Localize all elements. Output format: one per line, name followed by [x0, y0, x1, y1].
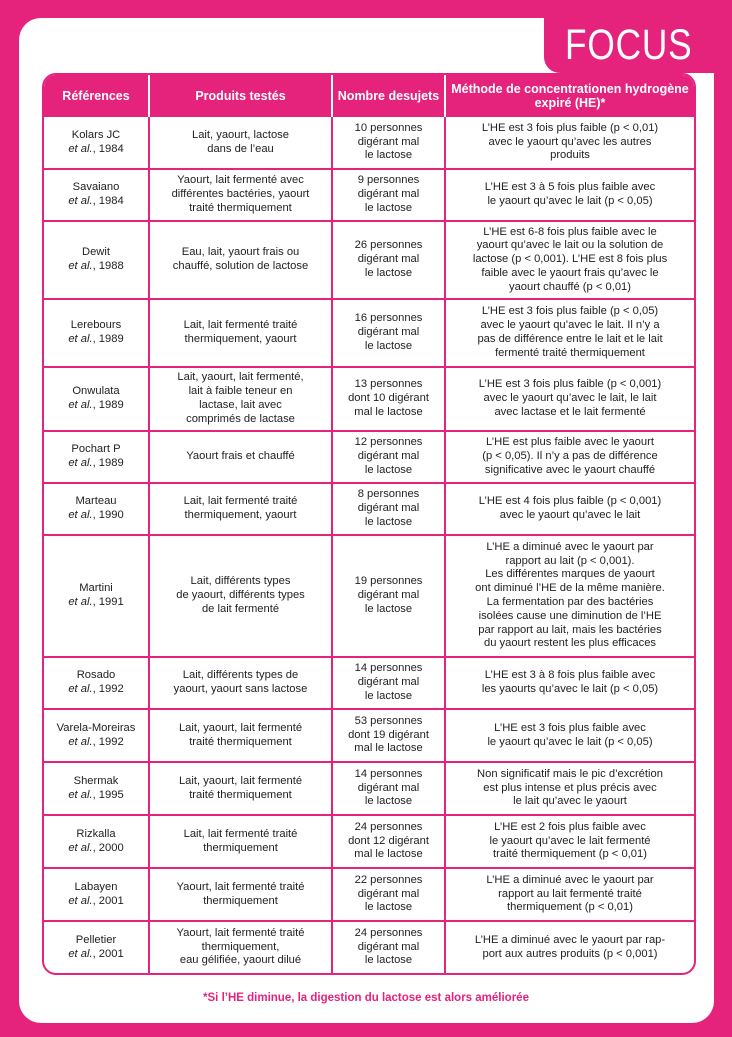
cell-products: Lait, yaourt, lait fermenté, lait à faible teneur en lactase, lait avec comprimés de lactase: [149, 367, 332, 431]
cell-products: Lait, yaourt, lactose dans de l’eau: [149, 117, 332, 169]
header-products: Produits testés: [149, 75, 332, 117]
cell-method: L’HE est 3 à 8 fois plus faible avec les yaourts qu’avec le lait (p < 0,05): [445, 657, 694, 709]
cell-reference: Shermak et al., 1995: [44, 762, 149, 815]
cell-subjects: 8 personnes digérant mal le lactose: [332, 483, 445, 535]
table-row: [44, 169, 694, 221]
cell-products: Eau, lait, yaourt frais ou chauffé, solution de lactose: [149, 221, 332, 299]
cell-method: L’HE est plus faible avec le yaourt (p < 0,05). Il n’y a pas de différence significative avec le yaourt chauffé: [445, 431, 694, 483]
cell-subjects: 53 personnes dont 19 digérant mal le lactose: [332, 709, 445, 762]
table-row: [44, 709, 694, 762]
table-body: [44, 117, 694, 973]
cell-reference: Pelletier et al., 2001: [44, 921, 149, 973]
cell-products: Yaourt, lait fermenté avec différentes bactéries, yaourt traité thermiquement: [149, 169, 332, 221]
cell-products: Lait, lait fermenté traité thermiquement: [149, 815, 332, 868]
cell-subjects: 14 personnes digérant mal le lactose: [332, 657, 445, 709]
header-references: Références: [44, 75, 149, 117]
cell-method: L’HE a diminué avec le yaourt par rap- port aux autres produits (p < 0,001): [445, 921, 694, 973]
cell-method: L’HE est 6-8 fois plus faible avec le yaourt qu’avec le lait ou la solution de lactose (p < 0,001). L’HE est 8 fois plus faible avec le yaourt frais qu’avec le yaourt chauffé (p < 0,01): [445, 221, 694, 299]
table-row: [44, 815, 694, 868]
cell-method: L’HE est 3 fois plus faible (p < 0,01) avec le yaourt qu’avec les autres produits: [481, 121, 659, 162]
cell-reference: Labayen et al., 2001: [44, 868, 149, 921]
cell-products: Lait, yaourt, lait fermenté traité thermiquement: [149, 709, 332, 762]
cell-method: L’HE a diminué avec le yaourt par rapport au lait fermenté traité thermiquement (p < 0,01): [445, 868, 694, 921]
cell-products: Lait, lait fermenté traité thermiquement, yaourt: [149, 299, 332, 367]
cell-products: Yaourt, lait fermenté traité thermiquement, eau gélifiée, yaourt dilué: [149, 921, 332, 973]
cell-products: Lait, yaourt, lait fermenté traité thermiquement: [149, 762, 332, 815]
cell-reference: Martini et al., 1991: [44, 535, 149, 657]
table-row: [44, 921, 694, 973]
studies-table: [42, 73, 696, 975]
header-method: Méthode de concentrationen hydrogène expiré (HE)*: [445, 75, 694, 117]
cell-products: Lait, différents types de yaourt, différents types de lait fermenté: [149, 535, 332, 657]
table-row: [44, 535, 694, 657]
cell-subjects: 14 personnes digérant mal le lactose: [332, 762, 445, 815]
cell-method: L’HE est 2 fois plus faible avec le yaourt qu’avec le lait fermenté traité thermiquement (p < 0,01): [445, 815, 694, 868]
cell-subjects: 13 personnes dont 10 digérant mal le lactose: [332, 367, 445, 431]
cell-method: L’HE est 3 fois plus faible avec le yaourt qu’avec le lait (p < 0,05): [445, 709, 694, 762]
cell-reference: Kolars JC et al., 1984: [44, 117, 149, 169]
cell-reference: Varela-Moreiras et al., 1992: [44, 709, 149, 762]
cell-products: Lait, lait fermenté traité thermiquement, yaourt: [149, 483, 332, 535]
table-row: [44, 657, 694, 709]
cell-method: L’HE est 3 fois plus faible (p < 0,05) avec le yaourt qu’avec le lait. Il n’y a pas de différence entre le lait et le lait fermenté traité thermiquement: [445, 299, 694, 367]
header-subjects: Nombre desujets: [332, 75, 445, 117]
cell-subjects: 22 personnes digérant mal le lactose: [332, 868, 445, 921]
cell-reference: Savaiano et al., 1984: [44, 169, 149, 221]
cell-reference: Rosado et al., 1992: [44, 657, 149, 709]
table-row: [44, 762, 694, 815]
table-row: [44, 299, 694, 367]
table-header-row: [44, 75, 694, 117]
focus-banner: [544, 18, 714, 73]
cell-subjects: 16 personnes digérant mal le lactose: [332, 299, 445, 367]
cell-reference: Lerebours et al., 1989: [44, 299, 149, 367]
cell-subjects: 10 personnes digérant mal le lactose: [332, 117, 445, 169]
cell-reference: Rizkalla et al., 2000: [44, 815, 149, 868]
cell-products: Yaourt, lait fermenté traité thermiquement: [149, 868, 332, 921]
cell-products: Yaourt frais et chauffé: [149, 431, 332, 483]
cell-reference: Marteau et al., 1990: [44, 483, 149, 535]
table-row: [44, 431, 694, 483]
cell-method: L’HE est 4 fois plus faible (p < 0,001) avec le yaourt qu’avec le lait: [445, 483, 694, 535]
cell-reference: Dewit et al., 1988: [44, 221, 149, 299]
cell-method: L’HE est 3 à 5 fois plus faible avec le yaourt qu’avec le lait (p < 0,05): [445, 169, 694, 221]
table-row: [44, 367, 694, 431]
table-row: [44, 117, 694, 169]
cell-method: L’HE est 3 fois plus faible (p < 0,001) avec le yaourt qu’avec le lait, le lait avec lactase et le lait fermenté: [445, 367, 694, 431]
cell-method: Non significatif mais le pic d’excrétion est plus intense et plus précis avec le lait qu’avec le yaourt: [445, 762, 694, 815]
cell-subjects: 26 personnes digérant mal le lactose: [332, 221, 445, 299]
cell-subjects: 19 personnes digérant mal le lactose: [332, 535, 445, 657]
cell-reference: Pochart P et al., 1989: [44, 431, 149, 483]
cell-subjects: 12 personnes digérant mal le lactose: [332, 431, 445, 483]
cell-subjects: 24 personnes dont 12 digérant mal le lactose: [332, 815, 445, 868]
cell-method: L’HE a diminué avec le yaourt par rapport au lait (p < 0,001). Les différentes marques de yaourt ont diminué l’HE de la même manière. La fermentation par des bactéries isolées cause une diminution de l’HE par rapport au lait, mais les bactéries du yaourt restent les plus efficaces: [445, 535, 694, 657]
footnote: *Si l’HE diminue, la digestion du lactose est alors améliorée: [203, 992, 529, 1004]
cell-subjects: 9 personnes digérant mal le lactose: [332, 169, 445, 221]
cell-products: Lait, différents types de yaourt, yaourt sans lactose: [149, 657, 332, 709]
cell-reference: Onwulata et al., 1989: [44, 367, 149, 431]
table-row: [44, 483, 694, 535]
focus-label: FOCUS: [565, 21, 693, 69]
table-row: [44, 221, 694, 299]
table-row: [44, 868, 694, 921]
cell-subjects: 24 personnes digérant mal le lactose: [332, 921, 445, 973]
